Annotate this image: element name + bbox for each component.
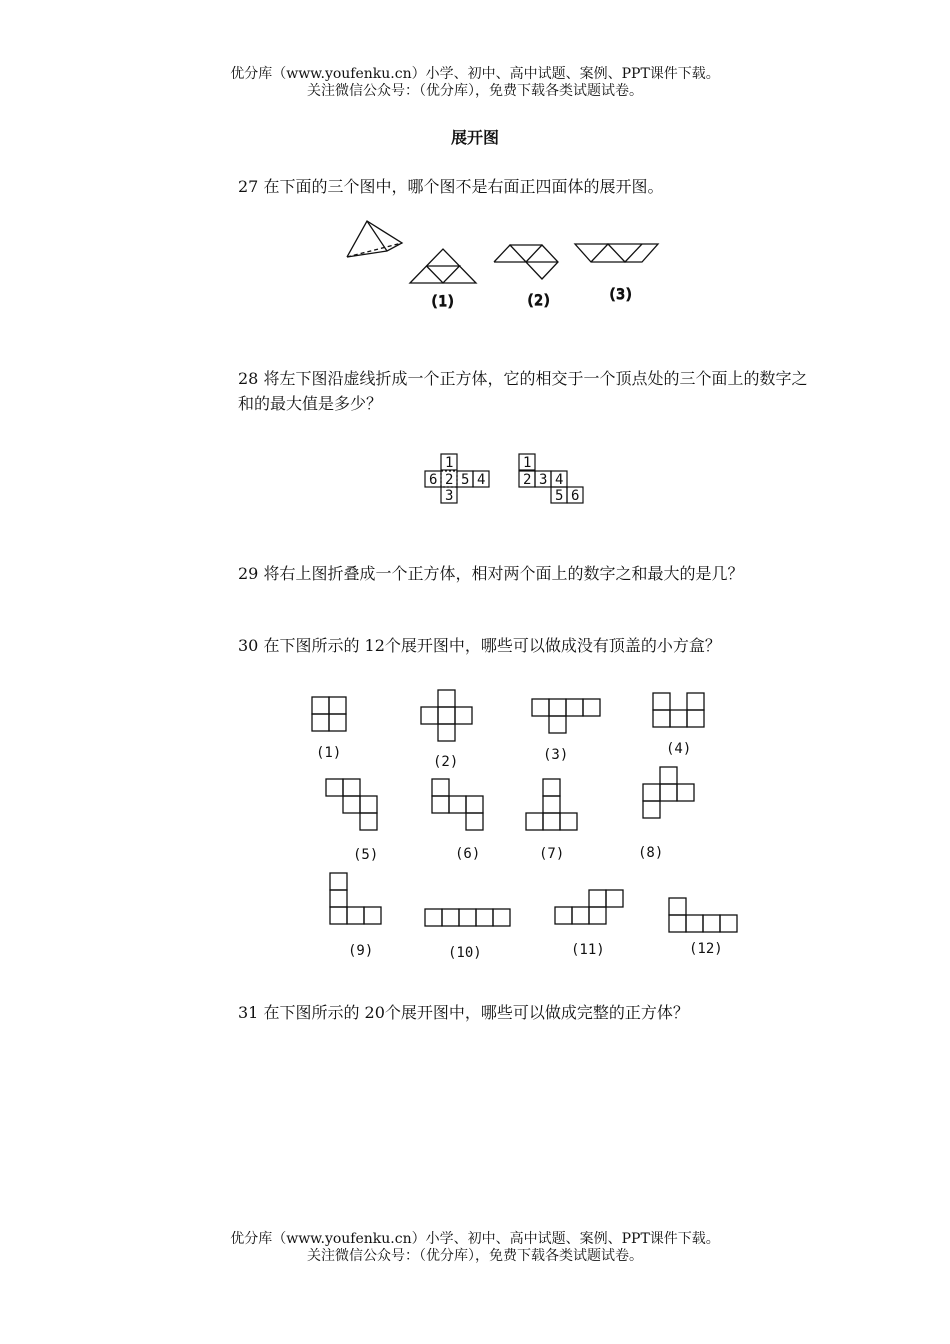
left-net-face-3: 3 [445, 488, 454, 504]
question-29-text: 29 将右上图折叠成一个正方体，相对两个面上的数字之和最大的是几？ [238, 564, 744, 583]
box-net-4 [653, 693, 704, 727]
right-net-face-4: 4 [555, 472, 564, 488]
q30-label-7: (7) [539, 846, 565, 862]
question-30-text: 30 在下图所示的 12个展开图中，哪些可以做成没有顶盖的小方盒？ [238, 636, 721, 655]
right-net-face-5: 5 [555, 488, 564, 504]
q30-label-8: (8) [638, 845, 664, 861]
question-28-text: 28 将左下图沿虚线折成一个正方体，它的相交于一个顶点处的三个面上的数字之和的最大值是多少？ [238, 369, 808, 413]
box-net-12 [669, 898, 737, 932]
q27-label-1: (1) [430, 294, 456, 310]
q30-label-6: (6) [455, 846, 481, 862]
net-1-figure [410, 249, 476, 283]
q30-label-12: (12) [689, 941, 723, 957]
right-net-face-1: 1 [523, 455, 532, 471]
box-net-2 [421, 690, 472, 741]
net-2-figure [494, 245, 558, 279]
box-net-1 [312, 697, 346, 731]
footer-line-1: 优分库（www.youfenku.cn）小学、初中、高中试题、案例、PPT课件下载。 [230, 1231, 720, 1247]
left-net-face-5: 5 [461, 472, 470, 488]
box-net-5 [326, 779, 377, 830]
q28-figure [415, 448, 605, 510]
right-net-face-3: 3 [539, 472, 548, 488]
box-net-7 [526, 779, 577, 830]
left-net-face-2: 2 [445, 472, 454, 488]
footer-line-2: 关注微信公众号：（优分库），免费下载各类试题试卷。 [307, 1248, 643, 1264]
q30-label-10: (10) [448, 945, 482, 961]
q30-label-3: (3) [543, 747, 569, 763]
box-net-10 [425, 909, 510, 926]
box-net-9 [330, 873, 381, 924]
question-27-text: 27 在下面的三个图中，哪个图不是右面正四面体的展开图。 [238, 177, 664, 196]
q30-label-2: (2) [433, 754, 459, 770]
header-line-2: 关注微信公众号：（优分库），免费下载各类试题试卷。 [307, 83, 643, 99]
q30-label-1: (1) [316, 745, 342, 761]
q30-label-9: (9) [348, 943, 374, 959]
box-net-8 [643, 767, 694, 818]
tetrahedron-figure [347, 221, 402, 257]
question-30 [200, 633, 810, 658]
q27-figure [340, 215, 670, 315]
left-net-face-1: 1 [445, 455, 454, 471]
page-title: 展开图 [450, 128, 499, 147]
box-net-3 [532, 699, 600, 733]
question-31 [200, 1000, 810, 1025]
question-28 [200, 366, 810, 416]
header-line-1: 优分库（www.youfenku.cn）小学、初中、高中试题、案例、PPT课件下载。 [230, 66, 720, 82]
box-net-11 [555, 890, 623, 924]
page-header [0, 66, 950, 100]
q30-label-5: (5) [353, 847, 379, 863]
q30-label-11: (11) [571, 942, 605, 958]
question-31-text: 31 在下图所示的 20个展开图中，哪些可以做成完整的正方体？ [238, 1003, 689, 1022]
q30-label-4: (4) [666, 741, 692, 757]
q30-figure [300, 680, 750, 970]
right-net-face-6: 6 [571, 488, 580, 504]
question-27 [200, 174, 810, 199]
right-net-face-2: 2 [523, 472, 532, 488]
net-3-figure [575, 244, 658, 262]
left-net-face-6: 6 [429, 472, 438, 488]
q27-label-3: (3) [608, 287, 634, 303]
page-footer [0, 1231, 950, 1265]
question-29 [200, 561, 810, 586]
box-net-6 [432, 779, 483, 830]
q27-label-2: (2) [526, 293, 552, 309]
left-net-face-4: 4 [477, 472, 486, 488]
